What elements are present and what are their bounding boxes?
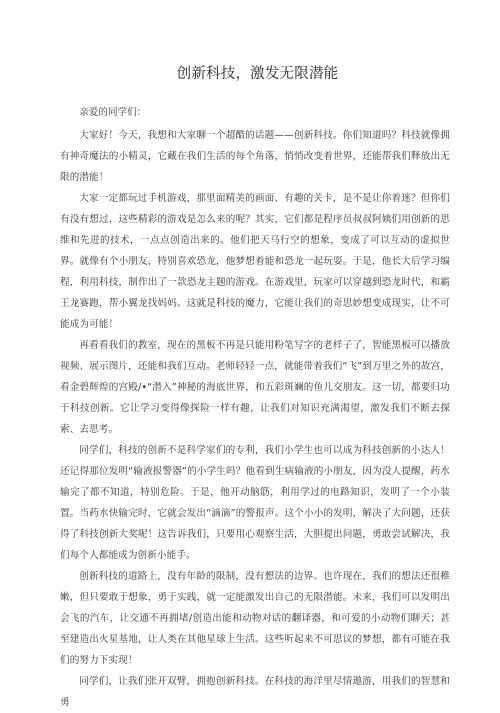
paragraph-5: 创新科技的道路上，没有年龄的限制，没有想法的边界。也许现在，我们的想法还很稚嫩，但只要敢于想象，勇于实践，就一定能激发出自己的无限潜能。未来，我们可以发明出会飞的汽车，让交通不再拥堵/创造出能和动物对话的翻译器，和可爱的小动物们聊天；甚至建造出火星基地，让人类在其他星球上生活。这些听起来不可思议的梦想，都有可能在我们的努力下实现！ xyxy=(60,571,450,666)
paragraph-3: 再看看我们的教室，现在的黑板不再是只能用粉笔写字的老样子了，智能黑板可以播放视频、展示图片，还能和我们互动。老师轻轻一点，就能带着我们“飞”到万里之外的故宫，看金碧辉煌的宫殿/•“潜入”神秘的海底世界，和五彩斑斓的鱼儿交朋友。这一切，都要归功于科技创新。它让学习变得像探险一样有趣，让我们对知识充满渴望，激发我们不断去探索、去思考。 xyxy=(60,340,450,435)
greeting: 亲爱的同学们： xyxy=(79,107,147,118)
paragraph-4: 同学们，科技的创新不是科学家们的专利，我们小学生也可以成为科技创新的小达人！还记得那位发明“输液报警器”的小学生吗？他看到生病输液的小朋友，因为没人提醒，药水输完了都不知道，特别危险。于是，他开动脑筋，利用学过的电路知识，发明了一个小装置。当药水快输完时，它就会发出“滴滴”的警报声。这个小小的发明，解决了大问题，还获得了科技创新大奖呢！这告诉我们，只要用心观察生活，大胆提出问题，勇敢尝试解决，我们每个人都能成为创新小能手。 xyxy=(60,445,450,561)
paragraph-1: 大家好！今天，我想和大家聊一个超酷的话题——创新科技。你们知道吗？科技就像拥有神奇魔法的小精灵，它藏在我们生活的每个角落，悄悄改变着世界，还能帮我们释放出无限的潜能！ xyxy=(60,130,450,183)
paragraph-6: 同学们，让我们张开双臂，拥抱创新科技。在科技的海洋里尽情遨游，用我们的智慧和勇 xyxy=(60,676,450,708)
paragraph-2: 大家一定都玩过手机游戏，那里面精美的画面、有趣的关卡，是不是让你着迷？但你们有没有想过，这些精彩的游戏是怎么来的呢？其实，它们都是程序员叔叔阿姨们用创新的思维和先进的技术，一点点创造出来的。他们把天马行空的想象，变成了可以互动的虚拟世界。就像有个小朋友，特别喜欢恐龙，他梦想着能和恐龙一起玩耍。于是，他长大后学习编程，利用科技，制作出了一款恐龙主题的游戏。在游戏里，玩家可以穿越到恐龙时代，和霸王龙赛跑，帮小翼龙找妈妈。这就是科技的魔力，它能让我们的奇思妙想变成现实，让不可能成为可能！ xyxy=(60,193,450,330)
page-title: 创新科技，激发无限潜能 xyxy=(176,66,339,82)
